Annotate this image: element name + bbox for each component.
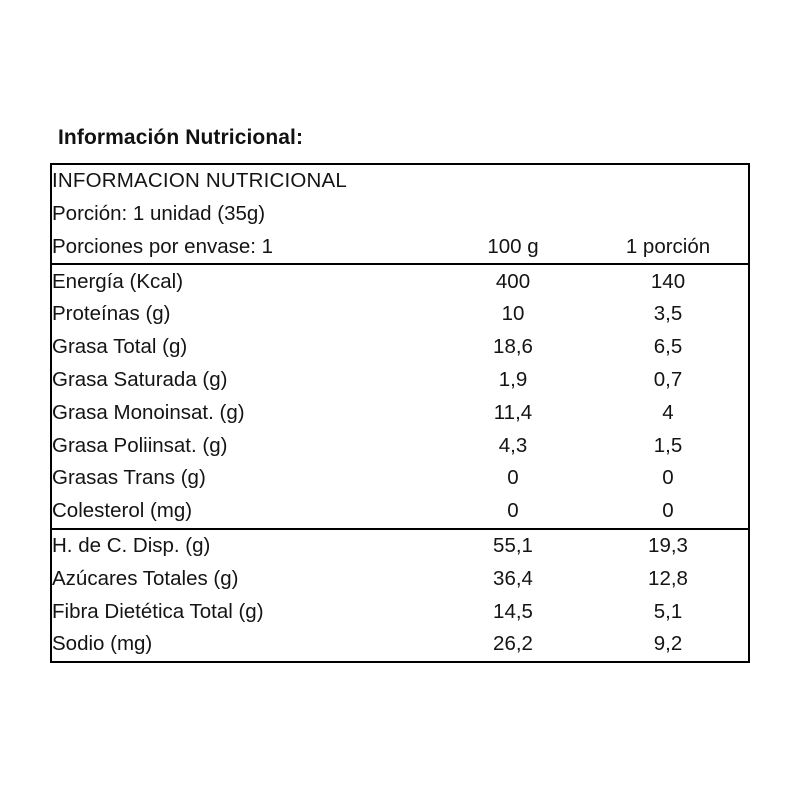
row-label: Fibra Dietética Total (g) <box>52 599 264 623</box>
column-header-100g: 100 g <box>487 234 539 258</box>
table-row <box>52 364 748 397</box>
row-label: Grasa Total (g) <box>52 335 188 359</box>
serving-spacer-100g <box>438 198 588 231</box>
table-row <box>52 495 748 529</box>
row-value-serving: 0 <box>662 466 674 490</box>
row-value-100g: 36,4 <box>493 566 533 590</box>
table-header-row <box>52 231 748 265</box>
row-value-100g: 11,4 <box>493 400 533 424</box>
row-value-100g: 26,2 <box>493 632 533 656</box>
panel-title-spacer-serving <box>588 165 748 198</box>
serving-size: Porción: 1 unidad (35g) <box>52 201 266 225</box>
row-value-serving: 140 <box>588 264 748 298</box>
table-row <box>52 563 748 596</box>
row-value-serving: 12,8 <box>648 566 688 590</box>
row-value-100g: 400 <box>438 264 588 298</box>
row-value-100g: 0 <box>507 466 519 490</box>
row-label: Energía (Kcal) <box>52 264 438 298</box>
table-row <box>52 264 748 298</box>
row-value-serving: 9,2 <box>653 632 683 656</box>
row-value-100g: 55,1 <box>438 529 588 563</box>
row-value-100g: 4,3 <box>498 433 528 457</box>
table-row <box>52 595 748 628</box>
row-value-serving: 19,3 <box>588 529 748 563</box>
row-label: Grasa Saturada (g) <box>52 367 228 391</box>
row-label: Proteínas (g) <box>52 302 171 326</box>
table-row <box>52 397 748 430</box>
row-label: Grasa Monoinsat. (g) <box>52 400 245 424</box>
row-value-serving: 0 <box>662 499 674 523</box>
table-row <box>52 462 748 495</box>
table-row-panel-title <box>52 165 748 198</box>
row-label: Colesterol (mg) <box>52 499 193 523</box>
row-value-serving: 0,7 <box>653 367 683 391</box>
row-label: Sodio (mg) <box>52 632 153 656</box>
table-row <box>52 331 748 364</box>
row-value-serving: 3,5 <box>653 302 683 326</box>
panel-title: INFORMACION NUTRICIONAL <box>52 169 348 193</box>
nutrition-table <box>52 165 748 661</box>
table-row-serving <box>52 198 748 231</box>
row-value-100g: 0 <box>507 499 519 523</box>
nutrition-facts-panel <box>50 163 750 663</box>
servings-per-container: Porciones por envase: 1 <box>52 234 274 258</box>
row-value-serving: 4 <box>662 400 674 424</box>
row-value-100g: 10 <box>501 302 525 326</box>
table-row <box>52 429 748 462</box>
row-value-100g: 1,9 <box>498 367 528 391</box>
page-title: Información Nutricional: <box>58 126 304 149</box>
table-row <box>52 628 748 661</box>
serving-spacer-serving <box>588 198 748 231</box>
column-header-serving: 1 porción <box>625 234 711 258</box>
row-label: H. de C. Disp. (g) <box>52 529 438 563</box>
row-label: Grasas Trans (g) <box>52 466 206 490</box>
panel-title-spacer-100g <box>438 165 588 198</box>
row-label: Grasa Poliinsat. (g) <box>52 433 228 457</box>
table-row <box>52 529 748 563</box>
row-value-100g: 18,6 <box>493 335 533 359</box>
row-value-serving: 6,5 <box>653 335 683 359</box>
row-label: Azúcares Totales (g) <box>52 566 239 590</box>
row-value-100g: 14,5 <box>493 599 533 623</box>
table-row <box>52 298 748 331</box>
row-value-serving: 1,5 <box>653 433 683 457</box>
row-value-serving: 5,1 <box>653 599 683 623</box>
